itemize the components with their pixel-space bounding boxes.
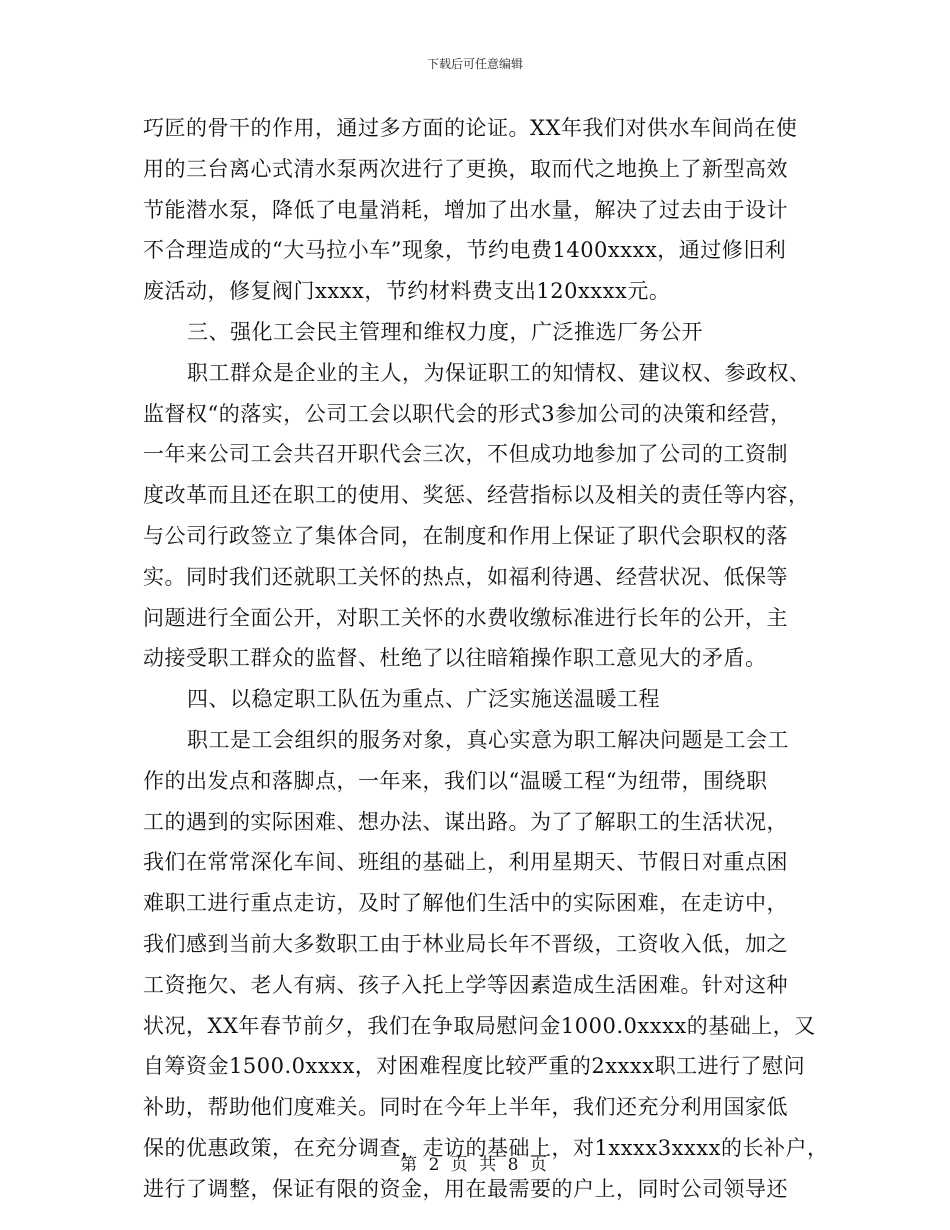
text-line: 工资拖欠、老人有病、孩子入托上学等因素造成生活困难。针对这种 — [143, 972, 788, 997]
text-line: 实。同时我们还就职工关怀的热点，如福利待遇、经营状况、低保等 — [143, 564, 788, 589]
text-line: 节能潜水泵，降低了电量消耗，增加了出水量，解决了过去由于设计 — [143, 197, 788, 222]
text-line: 问题进行全面公开，对职工关怀的水费收缴标准进行长年的公开，主 — [143, 605, 788, 630]
text-line: 与公司行政签立了集体合同，在制度和作用上保证了职代会职权的落 — [143, 523, 788, 548]
text-line: 补助，帮助他们度难关。同时在今年上半年，我们还充分利用国家低 — [143, 1095, 788, 1120]
text-line: 度改革而且还在职工的使用、奖惩、经营指标以及相关的责任等内容， — [143, 483, 810, 508]
text-line: 一年来公司工会共召开职代会三次，不但成功地参加了公司的工资制 — [143, 442, 788, 467]
text-line: 不合理造成的“大马拉小车”现象，节约电费1400xxxx，通过修旧利 — [143, 238, 787, 263]
text-line: 职工群众是企业的主人，为保证职工的知情权、建议权、参政权、 — [187, 360, 811, 385]
section-heading: 三、强化工会民主管理和维权力度，广泛推选厂务公开 — [187, 319, 703, 344]
body-text — [143, 108, 829, 1210]
text-line: 进行了调整，保证有限的资金，用在最需要的户上，同时公司领导还 — [143, 1176, 788, 1201]
text-line: 巧匠的骨干的作用，通过多方面的论证。XX年我们对供水车间尚在使 — [143, 116, 798, 140]
text-line: 保的优惠政策，在充分调查，走访的基础上，对1xxxx3xxxx的长补户， — [143, 1135, 829, 1160]
text-line: 我们在常常深化车间、班组的基础上，利用星期天、节假日对重点困 — [143, 850, 788, 875]
text-line: 职工是工会组织的服务对象，真心实意为职工解决问题是工会工 — [187, 727, 789, 752]
section-heading: 四、以稳定职工队伍为重点、广泛实施送温暖工程 — [187, 687, 660, 712]
text-line: 用的三台离心式清水泵两次进行了更换，取而代之地换上了新型高效 — [143, 156, 788, 181]
text-line: 工的遇到的实际困难、想办法、谋出路。为了了解职工的生活状况， — [143, 809, 788, 834]
text-line: 监督权“的落实，公司工会以职代会的形式3参加公司的决策和经营， — [143, 401, 792, 426]
text-line: 作的出发点和落脚点，一年来，我们以“温暖工程“为纽带，围绕职 — [143, 768, 768, 793]
text-line: 我们感到当前大多数职工由于林业局长年不晋级，工资收入低，加之 — [143, 931, 788, 956]
text-line: 难职工进行重点走访，及时了解他们生活中的实际困难，在走访中， — [143, 891, 788, 916]
text-line: 动接受职工群众的监督、杜绝了以往暗箱操作职工意见大的矛盾。 — [143, 646, 767, 671]
text-line: 自筹资金1500.0xxxx，对困难程度比较严重的2xxxx职工进行了慰问 — [143, 1054, 806, 1079]
text-line: 状况，XX年春节前夕，我们在争取局慰问金1000.0xxxx的基础上，又 — [143, 1013, 816, 1038]
text-line: 废活动，修复阀门xxxx，节约材料费支出120xxxx元。 — [143, 279, 671, 304]
page-number: 第 2 页 共 8 页 — [400, 1155, 550, 1175]
header-note: 下载后可任意编辑 — [426, 57, 523, 71]
